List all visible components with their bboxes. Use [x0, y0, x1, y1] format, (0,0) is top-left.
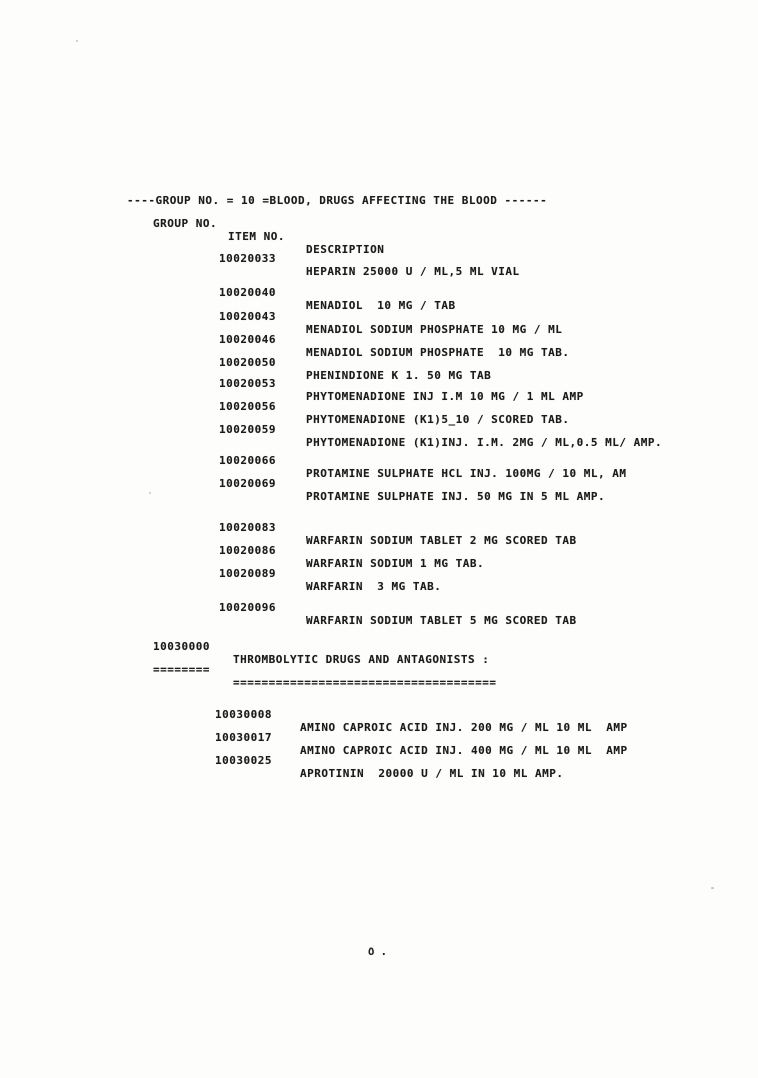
drug-row: [0, 554, 758, 593]
drug-row: [0, 364, 758, 403]
drug-row: [0, 410, 758, 449]
drug-row: [0, 387, 758, 426]
drug-row: [0, 588, 758, 627]
drug-row: [0, 531, 758, 570]
drug-description: PHYTOMENADIONE (K1)5_10 / SCORED TAB.: [306, 413, 570, 426]
drug-description: PROTAMINE SULPHATE HCL INJ. 100MG / 10 ML, AM: [306, 467, 627, 480]
item-number: 10020096: [219, 601, 276, 614]
item-number: 10020086: [219, 544, 276, 557]
item-number: 10020069: [219, 477, 276, 490]
column-header-group-no: GROUP NO.: [153, 217, 218, 230]
drug-description: WARFARIN SODIUM 1 MG TAB.: [306, 557, 485, 570]
item-number: 10030025: [215, 754, 272, 767]
group-title-line: [0, 181, 758, 207]
column-header-description: DESCRIPTION: [306, 243, 385, 256]
drug-row: [0, 464, 758, 503]
drug-description: MENADIOL 10 MG / TAB: [306, 299, 456, 312]
drug-description: MENADIOL SODIUM PHOSPHATE 10 MG TAB.: [306, 346, 570, 359]
item-number: 10020033: [219, 252, 276, 265]
drug-row: [0, 508, 758, 547]
section-heading-underline-row: [0, 650, 758, 689]
drug-description: MENADIOL SODIUM PHOSPHATE 10 MG / ML: [306, 323, 563, 336]
drug-row: [0, 320, 758, 359]
item-number: 10020083: [219, 521, 276, 534]
paper-speck: [76, 40, 78, 42]
drug-description: AMINO CAPROIC ACID INJ. 400 MG / ML 10 ML AMP: [300, 744, 628, 757]
group-title-text: ----GROUP NO. = 10 =BLOOD, DRUGS AFFECTING THE BLOOD ------: [127, 194, 548, 207]
paper-speck: [711, 887, 714, 889]
drug-description: PHENINDIONE K 1. 50 MG TAB: [306, 369, 492, 382]
item-number: 10020040: [219, 286, 276, 299]
section-group-number: 10030000: [153, 640, 210, 653]
drug-description: APROTININ 20000 U / ML IN 10 ML AMP.: [300, 767, 564, 780]
drug-row: [0, 441, 758, 480]
drug-description: WARFARIN 3 MG TAB.: [306, 580, 442, 593]
drug-row: [0, 273, 758, 312]
item-number: 10020053: [219, 377, 276, 390]
section-heading-row: [0, 627, 758, 666]
drug-row: [0, 695, 758, 734]
item-number: 10020056: [219, 400, 276, 413]
drug-row: [0, 343, 758, 382]
item-number: 10020050: [219, 356, 276, 369]
drug-description: PROTAMINE SULPHATE INJ. 50 MG IN 5 ML AMP.: [306, 490, 606, 503]
drug-description: PHYTOMENADIONE INJ I.M 10 MG / 1 ML AMP: [306, 390, 584, 403]
drug-description: AMINO CAPROIC ACID INJ. 200 MG / ML 10 ML AMP: [300, 721, 628, 734]
group-number-underline: ========: [153, 663, 210, 676]
drug-row: [0, 741, 758, 780]
item-number: 10020046: [219, 333, 276, 346]
item-number: 10020066: [219, 454, 276, 467]
item-number: 10030017: [215, 731, 272, 744]
paper-speck: [149, 492, 151, 494]
drug-description: PHYTOMENADIONE (K1)INJ. I.M. 2MG / ML,0.5 ML/ AMP.: [306, 436, 663, 449]
item-number: 10020089: [219, 567, 276, 580]
column-header-item-no: ITEM NO.: [228, 230, 285, 243]
drug-description: WARFARIN SODIUM TABLET 5 MG SCORED TAB: [306, 614, 577, 627]
item-number: 10020059: [219, 423, 276, 436]
page-number: ٥ .: [368, 946, 387, 958]
item-number: 10030008: [215, 708, 272, 721]
drug-description: WARFARIN SODIUM TABLET 2 MG SCORED TAB: [306, 534, 577, 547]
section-heading: THROMBOLYTIC DRUGS AND ANTAGONISTS :: [233, 653, 490, 666]
column-header-row: [0, 204, 758, 256]
drug-row: [0, 718, 758, 757]
drug-row: [0, 239, 758, 278]
drug-row: [0, 297, 758, 336]
item-number: 10020043: [219, 310, 276, 323]
section-heading-underline: =====================================: [233, 676, 497, 689]
drug-description: HEPARIN 25000 U / ML,5 ML VIAL: [306, 265, 520, 278]
